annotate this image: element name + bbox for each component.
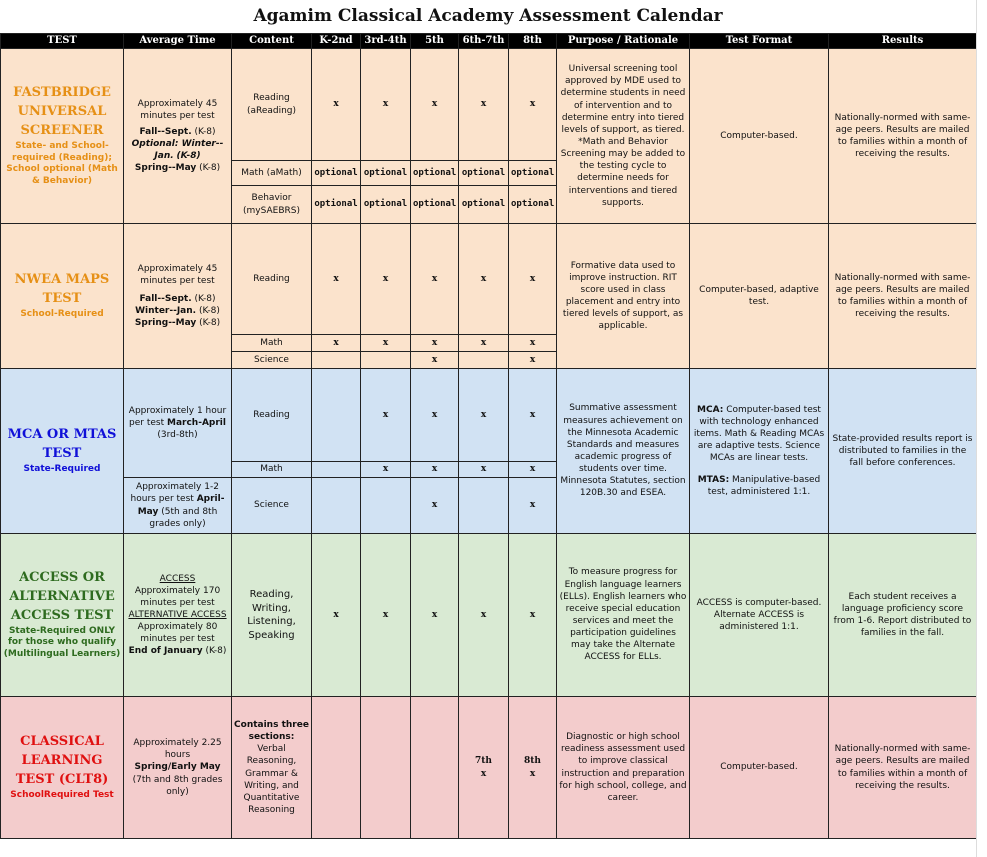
nwea-content-math: Math bbox=[232, 335, 312, 352]
clt-requirement: SchoolRequired Test bbox=[10, 789, 114, 800]
mark-cell: x bbox=[509, 478, 557, 534]
mca-format-mca: Computer-based test with technology enhanced items. Math & Reading MCAs are adaptive tests. Science MCAs are linear tests. bbox=[693, 404, 825, 464]
fastbridge-content-behavior: Behavior (mySAEBRS) bbox=[232, 186, 312, 224]
empty-cell bbox=[411, 697, 459, 839]
clt-results: Nationally-normed with same-age peers. Results are mailed to families within a month of receiving the results. bbox=[829, 697, 977, 839]
header-content: Content bbox=[232, 34, 312, 49]
mca-time1-pre: Approximately 1 hour per test bbox=[128, 405, 227, 428]
mark-cell: x bbox=[509, 369, 557, 462]
mca-format-mtas-label: MTAS: bbox=[697, 475, 730, 486]
clt-time-cell bbox=[124, 697, 232, 839]
nwea-test-cell bbox=[1, 224, 124, 369]
fastbridge-winter-label: Optional: Winter--Jan. bbox=[131, 139, 224, 162]
clt-row bbox=[1, 697, 977, 839]
access-test-cell bbox=[1, 534, 124, 697]
header-row bbox=[1, 34, 977, 49]
clt-grade8-cell bbox=[509, 697, 557, 839]
mark-cell: x bbox=[312, 49, 361, 161]
mca-reading-row bbox=[1, 369, 977, 462]
nwea-purpose: Formative data used to improve instruction. RIT score used in class placement and entry into tiered levels of support, as applicable. bbox=[557, 224, 690, 369]
nwea-spring-grades: (K-8) bbox=[199, 318, 221, 329]
fastbridge-content-math: Math (aMath) bbox=[232, 161, 312, 186]
empty-cell bbox=[312, 352, 361, 369]
header-3rd-4th: 3rd-4th bbox=[361, 34, 411, 49]
mark-cell: x bbox=[361, 224, 411, 335]
nwea-content-reading: Reading bbox=[232, 224, 312, 335]
fastbridge-time-cell bbox=[124, 49, 232, 224]
mark-cell: x bbox=[509, 49, 557, 161]
mark-cell: x bbox=[459, 224, 509, 335]
empty-cell bbox=[459, 352, 509, 369]
mca-format-mca-label: MCA: bbox=[697, 404, 724, 415]
clt-time-bold: Spring/Early May bbox=[134, 762, 221, 773]
header-purpose: Purpose / Rationale bbox=[557, 34, 690, 49]
mca-format-cell bbox=[690, 369, 829, 534]
nwea-fall-label: Fall--Sept. bbox=[139, 293, 192, 304]
mark-cell: x bbox=[480, 768, 487, 779]
fastbridge-reading-row bbox=[1, 49, 977, 161]
header-5th: 5th bbox=[411, 34, 459, 49]
fastbridge-name: FASTBRIDGE UNIVERSAL SCREENER bbox=[13, 85, 111, 139]
optional-cell: optional bbox=[361, 186, 411, 224]
access-results: Each student receives a language proficiency score from 1-6. Report distributed to families in the fall. bbox=[829, 534, 977, 697]
nwea-winter-label: Winter--Jan. bbox=[135, 306, 197, 317]
mark-cell: x bbox=[312, 224, 361, 335]
mca-time2-pre: Approximately 1-2 hours per test bbox=[130, 482, 219, 505]
optional-cell: optional bbox=[411, 186, 459, 224]
nwea-name: NWEA MAPS TEST bbox=[14, 272, 110, 307]
mca-format-mtas: Manipulative-based test, administered 1:1. bbox=[707, 475, 821, 498]
nwea-winter-grades: (K-8) bbox=[198, 306, 220, 317]
mca-name: MCA OR MTAS TEST bbox=[7, 427, 117, 462]
mca-test-cell bbox=[1, 369, 124, 534]
access-time-access-label: ACCESS bbox=[159, 573, 196, 584]
mark-cell: x bbox=[411, 369, 459, 462]
access-time-access: Approximately 170 minutes per test bbox=[134, 585, 221, 608]
fastbridge-results: Nationally-normed with same-age peers. Results are mailed to families within a month of receiving the results. bbox=[829, 49, 977, 224]
sheet-edge-strip bbox=[976, 0, 987, 857]
clt-test-cell bbox=[1, 697, 124, 839]
mca-content-science: Science bbox=[232, 478, 312, 534]
fastbridge-purpose: Universal screening tool approved by MDE used to determine students in need of intervention and to determine entry into tiered levels of support, as tiered. *Math and Behavior Screening may be added to the testing cycle to determine needs for interventions and tiered supports. bbox=[557, 49, 690, 224]
nwea-content-science: Science bbox=[232, 352, 312, 369]
access-purpose: To measure progress for English language learners (ELLs). English learners who receive special education services and meet the participation guidelines may take the Alternate ACCESS for ELLs. bbox=[557, 534, 690, 697]
nwea-spring-label: Spring--May bbox=[134, 318, 197, 329]
empty-cell bbox=[312, 462, 361, 478]
mark-cell: x bbox=[509, 462, 557, 478]
clt-content-head: Contains three sections: bbox=[234, 719, 309, 743]
fastbridge-content-reading: Reading (aReading) bbox=[232, 49, 312, 161]
fastbridge-spring-label: Spring--May bbox=[134, 163, 197, 174]
access-time-alt-label: ALTERNATIVE ACCESS bbox=[128, 609, 227, 620]
nwea-fall-grades: (K-8) bbox=[194, 293, 216, 304]
nwea-reading-row bbox=[1, 224, 977, 335]
assessment-calendar-table bbox=[0, 33, 977, 839]
optional-cell: optional bbox=[361, 161, 411, 186]
mark-cell: x bbox=[411, 352, 459, 369]
mark-cell: x bbox=[411, 478, 459, 534]
mca-time1-bold: March-April bbox=[167, 417, 226, 428]
mark-cell: x bbox=[312, 335, 361, 352]
access-time-cell bbox=[124, 534, 232, 697]
mark-cell: x bbox=[411, 534, 459, 697]
mca-time1-cell bbox=[124, 369, 232, 478]
access-content: Reading, Writing, Listening, Speaking bbox=[232, 534, 312, 697]
mca-results: State-provided results report is distributed to families in the fall before conferences. bbox=[829, 369, 977, 534]
clt-grade7-cell bbox=[459, 697, 509, 839]
header-results: Results bbox=[829, 34, 977, 49]
access-requirement: State-Required ONLY for those who qualify (Multilingual Learners) bbox=[3, 625, 121, 660]
access-row bbox=[1, 534, 977, 697]
fastbridge-spring-grades: (K-8) bbox=[199, 163, 221, 174]
optional-cell: optional bbox=[312, 186, 361, 224]
empty-cell bbox=[312, 369, 361, 462]
empty-cell bbox=[459, 478, 509, 534]
fastbridge-winter-grades: (K-8) bbox=[176, 151, 201, 162]
empty-cell bbox=[361, 478, 411, 534]
fastbridge-requirement: State- and School-required (Reading); School optional (Math & Behavior) bbox=[6, 140, 118, 186]
header-average-time: Average Time bbox=[124, 34, 232, 49]
clt-purpose: Diagnostic or high school readiness assessment used to improve classical instruction and preparation for high school, college, and career. bbox=[557, 697, 690, 839]
mark-cell: x bbox=[459, 462, 509, 478]
mark-cell: x bbox=[361, 49, 411, 161]
empty-cell bbox=[361, 352, 411, 369]
mark-cell: x bbox=[361, 462, 411, 478]
nwea-results: Nationally-normed with same-age peers. Results are mailed to families within a month of receiving the results. bbox=[829, 224, 977, 369]
access-name: ACCESS OR ALTERNATIVE ACCESS TEST bbox=[9, 570, 115, 623]
mark-cell: x bbox=[411, 462, 459, 478]
optional-cell: optional bbox=[411, 161, 459, 186]
mca-content-reading: Reading bbox=[232, 369, 312, 462]
mca-time2-post: (5th and 8th grades only) bbox=[149, 506, 218, 529]
empty-cell bbox=[312, 478, 361, 534]
access-time-end-post: (K-8) bbox=[205, 646, 227, 657]
mca-purpose: Summative assessment measures achievement on the Minnesota Academic Standards and measures academic progress of students over time. Minnesota Statutes, section 120B.30 and ESEA. bbox=[557, 369, 690, 534]
empty-cell bbox=[361, 697, 411, 839]
mark-cell: x bbox=[411, 335, 459, 352]
clt-time-pre: Approximately 2.25 hours bbox=[133, 738, 222, 761]
header-8th: 8th bbox=[509, 34, 557, 49]
mark-cell: x bbox=[312, 534, 361, 697]
clt-time-post: (7th and 8th grades only) bbox=[132, 774, 223, 797]
mca-time2-bold: April-May bbox=[137, 494, 225, 517]
mark-cell: x bbox=[509, 352, 557, 369]
mark-cell: x bbox=[459, 369, 509, 462]
mark-cell: x bbox=[459, 335, 509, 352]
clt-name: CLASSICAL LEARNING TEST (CLT8) bbox=[15, 734, 109, 788]
clt-content-cell bbox=[232, 697, 312, 839]
mark-cell: x bbox=[411, 49, 459, 161]
clt-format: Computer-based. bbox=[690, 697, 829, 839]
mark-cell: x bbox=[361, 369, 411, 462]
empty-cell bbox=[312, 697, 361, 839]
header-test-format: Test Format bbox=[690, 34, 829, 49]
nwea-format: Computer-based, adaptive test. bbox=[690, 224, 829, 369]
mca-time1-post: (3rd-8th) bbox=[157, 430, 198, 441]
access-time-end-bold: End of January bbox=[128, 646, 203, 657]
clt-content: Verbal Reasoning, Grammar & Writing, and Quantitative Reasoning bbox=[243, 744, 300, 815]
optional-cell: optional bbox=[509, 186, 557, 224]
clt-grade8: 8th bbox=[524, 756, 541, 767]
mark-cell: x bbox=[459, 49, 509, 161]
nwea-time-cell bbox=[124, 224, 232, 369]
optional-cell: optional bbox=[459, 161, 509, 186]
nwea-time: Approximately 45 minutes per test bbox=[137, 263, 218, 286]
page-title: Agamim Classical Academy Assessment Calendar bbox=[253, 6, 723, 26]
access-time-alt: Approximately 80 minutes per test bbox=[137, 622, 218, 645]
mark-cell: x bbox=[529, 768, 536, 779]
clt-grade7: 7th bbox=[475, 756, 492, 767]
mca-requirement: State-Required bbox=[23, 464, 101, 474]
fastbridge-fall-grades: (K-8) bbox=[194, 126, 216, 137]
nwea-requirement: School-Required bbox=[20, 309, 104, 319]
fastbridge-fall-label: Fall--Sept. bbox=[139, 126, 192, 137]
mark-cell: x bbox=[509, 224, 557, 335]
optional-cell: optional bbox=[459, 186, 509, 224]
optional-cell: optional bbox=[312, 161, 361, 186]
mca-time2-cell bbox=[124, 478, 232, 534]
optional-cell: optional bbox=[509, 161, 557, 186]
header-6th-7th: 6th-7th bbox=[459, 34, 509, 49]
mark-cell: x bbox=[459, 534, 509, 697]
fastbridge-format: Computer-based. bbox=[690, 49, 829, 224]
mark-cell: x bbox=[361, 534, 411, 697]
mark-cell: x bbox=[361, 335, 411, 352]
header-k-2nd: K-2nd bbox=[312, 34, 361, 49]
mark-cell: x bbox=[509, 335, 557, 352]
fastbridge-test-cell bbox=[1, 49, 124, 224]
header-test: TEST bbox=[1, 34, 124, 49]
mca-content-math: Math bbox=[232, 462, 312, 478]
mark-cell: x bbox=[411, 224, 459, 335]
mark-cell: x bbox=[509, 534, 557, 697]
fastbridge-time: Approximately 45 minutes per test bbox=[137, 98, 218, 121]
access-format: ACCESS is computer-based. Alternate ACCESS is administered 1:1. bbox=[690, 534, 829, 697]
